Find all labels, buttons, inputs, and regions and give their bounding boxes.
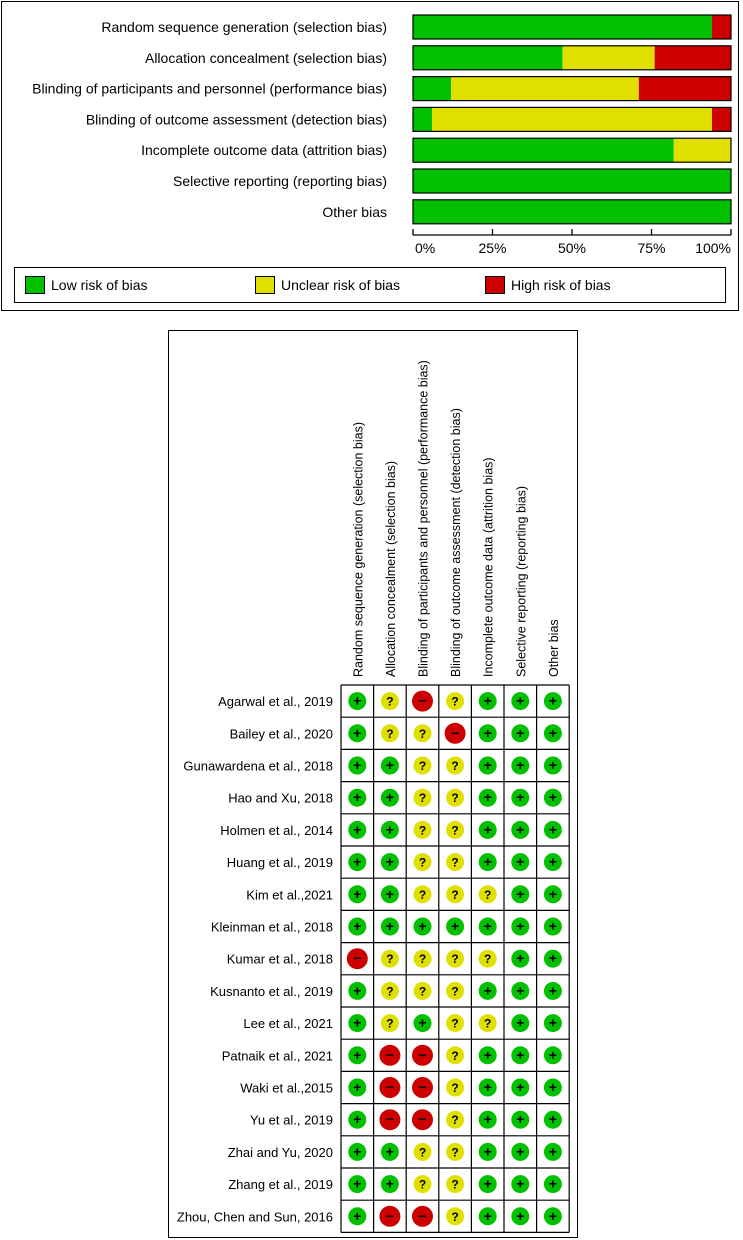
rating-symbol: + bbox=[516, 950, 525, 967]
rating-symbol: ? bbox=[418, 855, 427, 870]
category-label: Blinding of outcome assessment (detection bias) bbox=[85, 111, 387, 128]
rating-symbol: + bbox=[385, 757, 394, 773]
rating-symbol: − bbox=[418, 1207, 427, 1224]
rating-symbol: + bbox=[548, 1175, 557, 1192]
rating-symbol: + bbox=[483, 821, 492, 838]
rating-symbol: + bbox=[516, 885, 525, 902]
rating-symbol: + bbox=[548, 885, 557, 902]
rating-symbol: + bbox=[548, 724, 557, 741]
rating-symbol: + bbox=[483, 1046, 492, 1063]
column-header: Blinding of outcome assessment (detection bias) bbox=[449, 408, 464, 677]
rating-symbol: + bbox=[451, 918, 460, 934]
study-label: Agarwal et al., 2019 bbox=[218, 694, 333, 710]
rating-symbol: ? bbox=[418, 984, 427, 999]
rating-symbol: + bbox=[483, 1207, 492, 1224]
rating-symbol: + bbox=[483, 1111, 492, 1128]
category-label: Allocation concealment (selection bias) bbox=[144, 49, 387, 66]
study-rating-grid bbox=[169, 331, 579, 1239]
bar-segment bbox=[451, 77, 639, 101]
rating-symbol: + bbox=[483, 982, 492, 999]
rating-symbol: + bbox=[516, 821, 525, 838]
legend-item-high bbox=[485, 275, 611, 295]
rating-symbol: ? bbox=[386, 984, 394, 999]
rating-symbol: + bbox=[483, 1175, 492, 1192]
rating-symbol: + bbox=[548, 757, 557, 773]
rating-symbol: + bbox=[516, 918, 525, 934]
rating-symbol: ? bbox=[386, 694, 394, 709]
rating-symbol: − bbox=[385, 1046, 394, 1063]
rating-symbol: + bbox=[516, 1143, 525, 1160]
rating-symbol: ? bbox=[451, 1016, 459, 1031]
bar-segment bbox=[413, 107, 432, 131]
legend-item-low bbox=[25, 275, 147, 295]
study-label: Yu et al., 2019 bbox=[249, 1112, 333, 1128]
rating-symbol: − bbox=[418, 1079, 427, 1095]
rating-symbol: + bbox=[483, 918, 492, 934]
bar-segment bbox=[413, 46, 562, 70]
legend-swatch-unclear bbox=[255, 276, 275, 294]
rating-symbol: + bbox=[353, 1046, 362, 1063]
rating-symbol: ? bbox=[451, 1113, 459, 1128]
column-header: Allocation concealment (selection bias) bbox=[383, 460, 398, 677]
rating-symbol: + bbox=[353, 724, 362, 741]
legend-label-low: Low risk of bias bbox=[51, 277, 148, 293]
study-label: Kleinman et al., 2018 bbox=[210, 919, 333, 935]
study-label: Bailey et al., 2020 bbox=[229, 726, 333, 742]
rating-symbol: ? bbox=[451, 1145, 459, 1160]
rating-symbol: + bbox=[548, 1143, 557, 1160]
risk-of-bias-per-study-table bbox=[168, 330, 578, 1238]
rating-symbol: + bbox=[548, 1079, 557, 1095]
rating-symbol: + bbox=[516, 1207, 525, 1224]
rating-symbol: − bbox=[385, 1079, 394, 1095]
rating-symbol: + bbox=[353, 1014, 362, 1031]
category-label: Incomplete outcome data (attrition bias) bbox=[141, 142, 387, 159]
rating-symbol: + bbox=[548, 789, 557, 806]
bar-segment bbox=[712, 107, 731, 131]
x-tick-label: 50% bbox=[557, 240, 587, 256]
rating-symbol: + bbox=[353, 757, 362, 773]
bar-segment bbox=[413, 200, 731, 224]
rating-symbol: + bbox=[548, 1111, 557, 1128]
rating-symbol: ? bbox=[451, 952, 459, 967]
study-label: Kusnanto et al., 2019 bbox=[210, 983, 333, 999]
rating-symbol: + bbox=[516, 853, 525, 870]
rating-symbol: + bbox=[353, 1175, 362, 1192]
rating-symbol: + bbox=[483, 853, 492, 870]
x-tick-label: 0% bbox=[415, 240, 436, 256]
bar-segment bbox=[639, 77, 731, 101]
rating-symbol: + bbox=[353, 789, 362, 806]
rating-symbol: + bbox=[548, 692, 557, 709]
bar-segment bbox=[413, 15, 712, 39]
rating-symbol: + bbox=[483, 757, 492, 773]
rating-symbol: + bbox=[548, 1207, 557, 1224]
category-label: Other bias bbox=[322, 203, 387, 220]
rating-symbol: + bbox=[385, 853, 394, 870]
chart-legend bbox=[14, 267, 726, 303]
rating-symbol: − bbox=[353, 950, 362, 967]
rating-symbol: + bbox=[516, 1014, 525, 1031]
rating-symbol: + bbox=[353, 1111, 362, 1128]
rating-symbol: + bbox=[418, 918, 427, 934]
rating-symbol: + bbox=[483, 692, 492, 709]
legend-label-unclear: Unclear risk of bias bbox=[281, 277, 401, 293]
rating-symbol: ? bbox=[451, 887, 459, 902]
rating-symbol: + bbox=[385, 789, 394, 806]
rating-symbol: + bbox=[548, 853, 557, 870]
rating-symbol: + bbox=[483, 1079, 492, 1095]
rating-symbol: + bbox=[353, 885, 362, 902]
rating-symbol: ? bbox=[451, 694, 459, 709]
rating-symbol: ? bbox=[386, 726, 394, 741]
rating-symbol: + bbox=[516, 982, 525, 999]
rating-symbol: + bbox=[483, 789, 492, 806]
bar-segment bbox=[432, 107, 712, 131]
risk-of-bias-summary-chart bbox=[1, 1, 739, 311]
rating-symbol: + bbox=[353, 821, 362, 838]
legend-swatch-low bbox=[25, 276, 45, 294]
category-label: Random sequence generation (selection bias) bbox=[101, 19, 387, 35]
column-header: Blinding of participants and personnel (performance bias) bbox=[416, 360, 431, 677]
rating-symbol: + bbox=[483, 1143, 492, 1160]
study-label: Zhang et al., 2019 bbox=[228, 1177, 333, 1193]
rating-symbol: ? bbox=[484, 887, 492, 902]
x-tick-label: 25% bbox=[478, 240, 507, 256]
category-label: Blinding of participants and personnel (performance bias) bbox=[32, 80, 387, 97]
rating-symbol: ? bbox=[484, 952, 492, 967]
rating-symbol: ? bbox=[451, 823, 459, 838]
rating-symbol: + bbox=[353, 1079, 362, 1095]
study-label: Patnaik et al., 2021 bbox=[221, 1048, 333, 1064]
column-header: Selective reporting (reporting bias) bbox=[514, 485, 529, 677]
rating-symbol: + bbox=[385, 821, 394, 838]
study-label: Huang et al., 2019 bbox=[226, 855, 333, 871]
rating-symbol: + bbox=[385, 918, 394, 934]
column-header: Incomplete outcome data (attrition bias) bbox=[481, 457, 496, 677]
rating-symbol: ? bbox=[451, 1209, 459, 1224]
rating-symbol: ? bbox=[418, 1177, 427, 1192]
rating-symbol: ? bbox=[418, 887, 427, 902]
column-header: Random sequence generation (selection bias) bbox=[351, 421, 366, 677]
rating-symbol: ? bbox=[418, 726, 427, 741]
legend-item-unclear bbox=[255, 275, 400, 295]
study-label: Zhai and Yu, 2020 bbox=[227, 1144, 333, 1160]
rating-symbol: ? bbox=[451, 1177, 459, 1192]
rating-symbol: + bbox=[548, 982, 557, 999]
rating-symbol: ? bbox=[451, 1081, 459, 1095]
study-label: Gunawardena et al., 2018 bbox=[183, 758, 333, 774]
rating-symbol: + bbox=[353, 853, 362, 870]
rating-symbol: + bbox=[353, 692, 362, 709]
rating-symbol: ? bbox=[386, 1016, 394, 1031]
study-label: Zhou, Chen and Sun, 2016 bbox=[176, 1209, 333, 1225]
rating-symbol: − bbox=[418, 1111, 427, 1128]
column-header: Other bias bbox=[546, 619, 561, 677]
bar-segment bbox=[413, 138, 674, 162]
rating-symbol: ? bbox=[418, 952, 427, 967]
rating-symbol: ? bbox=[451, 984, 459, 999]
rating-symbol: ? bbox=[451, 791, 459, 806]
rating-symbol: ? bbox=[418, 823, 427, 838]
rating-symbol: + bbox=[516, 1175, 525, 1192]
rating-symbol: + bbox=[516, 1046, 525, 1063]
study-label: Holmen et al., 2014 bbox=[220, 822, 333, 838]
x-tick-label: 100% bbox=[695, 240, 731, 256]
study-label: Kim et al.,2021 bbox=[246, 887, 333, 903]
study-label: Kumar et al., 2018 bbox=[226, 951, 333, 967]
study-label: Lee et al., 2021 bbox=[243, 1016, 333, 1032]
rating-symbol: ? bbox=[451, 759, 459, 773]
rating-symbol: + bbox=[548, 918, 557, 934]
rating-symbol: − bbox=[385, 1111, 394, 1128]
rating-symbol: + bbox=[548, 950, 557, 967]
rating-symbol: ? bbox=[418, 759, 427, 773]
bar-segment bbox=[562, 46, 654, 70]
rating-symbol: + bbox=[516, 1111, 525, 1128]
rating-symbol: − bbox=[451, 724, 460, 741]
study-label: Hao and Xu, 2018 bbox=[228, 790, 333, 806]
rating-symbol: + bbox=[516, 789, 525, 806]
category-label: Selective reporting (reporting bias) bbox=[173, 173, 387, 189]
legend-swatch-high bbox=[485, 276, 505, 294]
rating-symbol: ? bbox=[418, 791, 427, 806]
rating-symbol: + bbox=[516, 724, 525, 741]
rating-symbol: − bbox=[385, 1207, 394, 1224]
rating-symbol: + bbox=[548, 821, 557, 838]
rating-symbol: ? bbox=[418, 1145, 427, 1160]
rating-symbol: + bbox=[418, 1014, 427, 1031]
rating-symbol: + bbox=[353, 982, 362, 999]
summary-bar-chart bbox=[2, 2, 740, 312]
rating-symbol: ? bbox=[451, 1048, 459, 1063]
rating-symbol: − bbox=[418, 1046, 427, 1063]
rating-symbol: + bbox=[353, 1207, 362, 1224]
rating-symbol: + bbox=[385, 1175, 394, 1192]
legend-label-high: High risk of bias bbox=[511, 277, 611, 293]
rating-symbol: ? bbox=[386, 952, 394, 967]
rating-symbol: + bbox=[483, 724, 492, 741]
x-tick-label: 75% bbox=[637, 240, 666, 256]
bar-segment bbox=[655, 46, 731, 70]
rating-symbol: − bbox=[418, 692, 427, 709]
rating-symbol: + bbox=[385, 885, 394, 902]
rating-symbol: + bbox=[353, 918, 362, 934]
bar-segment bbox=[413, 169, 731, 193]
rating-symbol: ? bbox=[484, 1016, 492, 1031]
rating-symbol: ? bbox=[451, 855, 459, 870]
rating-symbol: + bbox=[548, 1014, 557, 1031]
rating-symbol: + bbox=[516, 1079, 525, 1095]
rating-symbol: + bbox=[548, 1046, 557, 1063]
rating-symbol: + bbox=[385, 1143, 394, 1160]
study-label: Waki et al.,2015 bbox=[240, 1080, 333, 1096]
rating-symbol: + bbox=[353, 1143, 362, 1160]
rating-symbol: + bbox=[516, 692, 525, 709]
bar-segment bbox=[712, 15, 731, 39]
bar-segment bbox=[413, 77, 451, 101]
rating-symbol: + bbox=[516, 757, 525, 773]
bar-segment bbox=[674, 138, 731, 162]
